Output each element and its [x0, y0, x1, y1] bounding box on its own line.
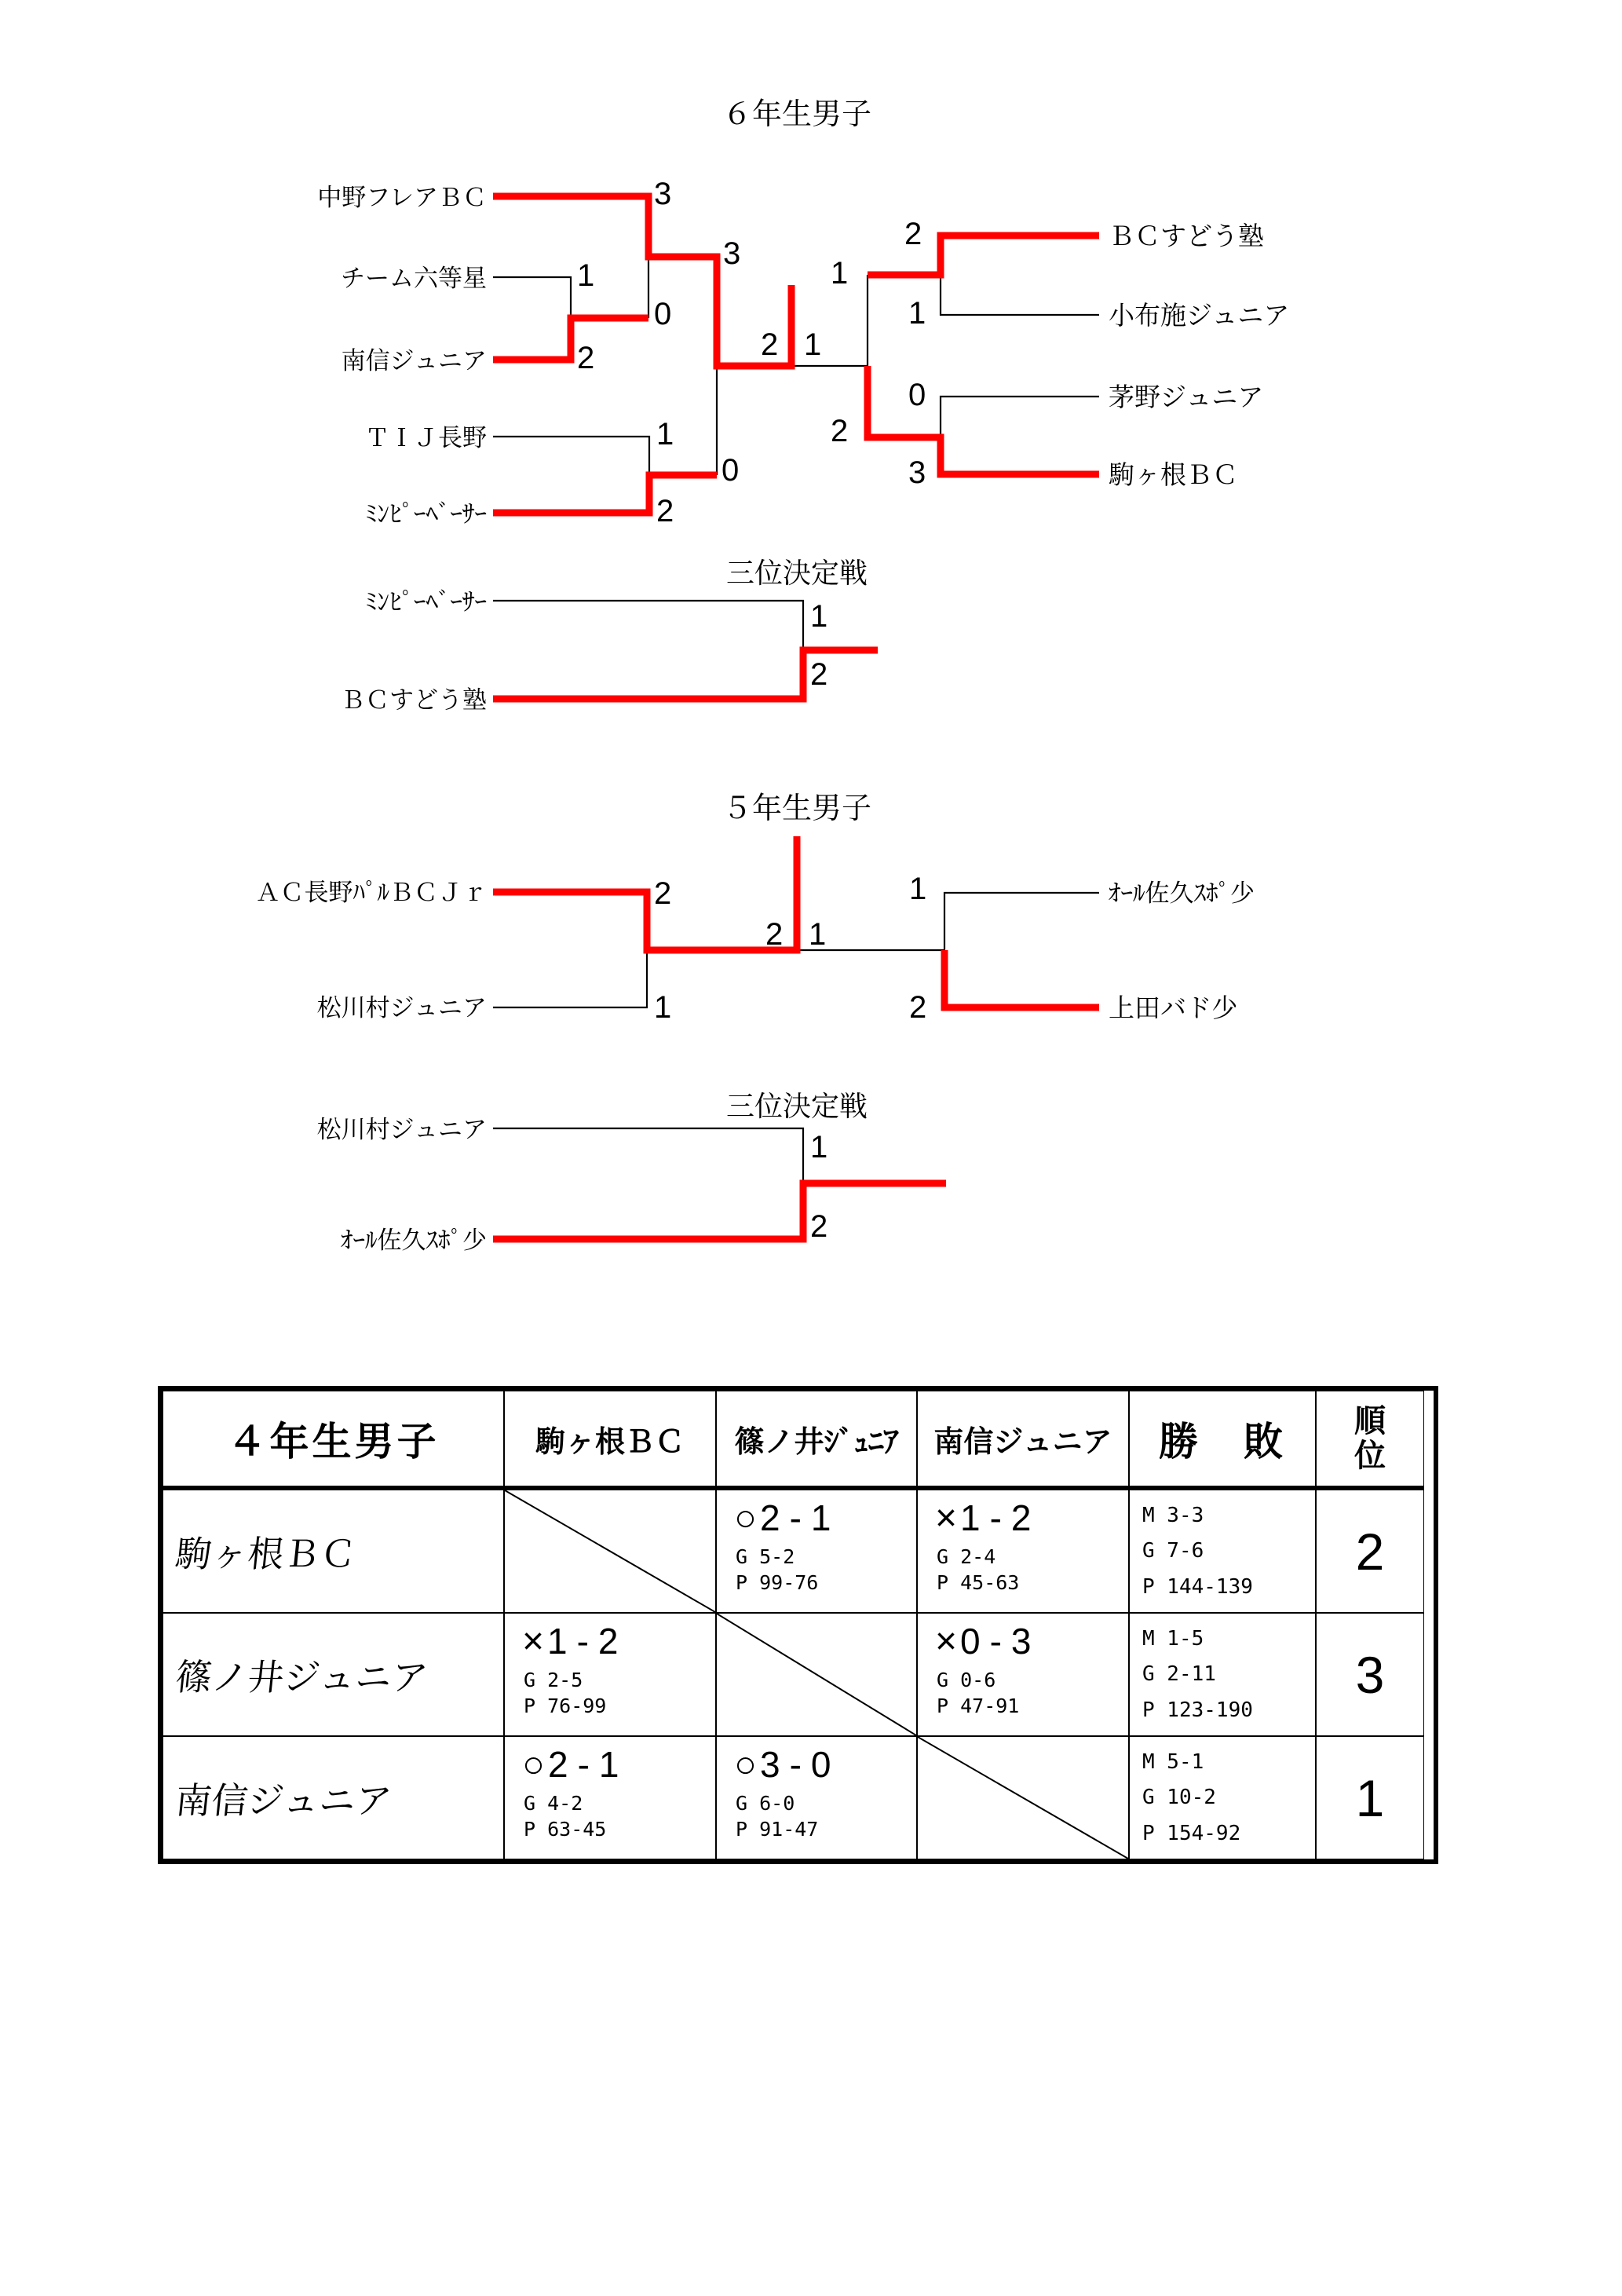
points-record: P 123-190: [1142, 1698, 1253, 1722]
games-line: G 0-6: [937, 1669, 996, 1691]
games-line: G 5-2: [736, 1545, 795, 1568]
score: 2: [656, 494, 674, 528]
team-team6tosei: チーム六等星: [341, 265, 487, 292]
team-all-saku-spo-sho: ｵｰﾙ佐久ｽﾎﾟ少: [1109, 879, 1255, 907]
team-bc-sudo-juku: ＢＣすどう塾: [341, 686, 487, 714]
rank-header-label: 順位: [1354, 1404, 1386, 1473]
b6-line-obuse: [941, 275, 1099, 315]
points-line: P 99-76: [736, 1571, 819, 1595]
match-score: 2-1: [548, 1744, 629, 1785]
match-score: 1-2: [547, 1621, 628, 1662]
bracket5-winner-lines: [493, 836, 1099, 1239]
bracket5-third-teams: [317, 1116, 487, 1254]
b6-line-chino: [941, 397, 1099, 437]
b6-red-komagane: [868, 366, 1099, 474]
score: 3: [723, 236, 741, 271]
points-line: P 45-63: [937, 1571, 1020, 1595]
self-cell-diagonal: [716, 1613, 917, 1736]
games-record: G 10-2: [1142, 1786, 1216, 1810]
matches-record: M 5-1: [1142, 1749, 1204, 1774]
score: 2: [904, 217, 922, 251]
games-line: G 6-0: [736, 1792, 795, 1815]
points-line: P 63-45: [524, 1818, 607, 1841]
points-line: P 91-47: [736, 1818, 819, 1841]
team-label: 南信ジュニア: [173, 1779, 394, 1821]
team-ueda-bad-sho: 上田バド少: [1109, 993, 1238, 1022]
col-header-shinonoi-junior: 篠ノ井ｼﾞｭﾆｱ: [716, 1391, 917, 1490]
match-komagane-vs-nanshin: [917, 1490, 1129, 1613]
b5-line-allsaku: [944, 893, 1099, 950]
col-header-win-loss: 勝 敗: [1129, 1391, 1316, 1490]
b5-red-ac-champion: [493, 836, 797, 950]
win-mark: ○: [734, 1497, 757, 1539]
row-team-komagane-bc: [163, 1490, 504, 1613]
rank-shinonoi: 3: [1316, 1613, 1424, 1736]
games-line: G 4-2: [524, 1792, 583, 1815]
score: 1: [809, 917, 827, 952]
score: 1: [810, 599, 828, 634]
bracket6-scores: [577, 177, 926, 528]
b6-red-nakano-champion: [493, 196, 791, 366]
match-score: 0-3: [960, 1621, 1041, 1662]
table-title: ４年生男子: [163, 1391, 504, 1490]
team-all-saku-spo-sho: ｵｰﾙ佐久ｽﾎﾟ少: [341, 1227, 487, 1254]
score: 3: [654, 177, 672, 211]
loss-mark: ×: [935, 1621, 958, 1662]
diagonal-line: [717, 1614, 916, 1735]
score: 2: [577, 341, 595, 375]
col-header-nanshin-junior: 南信ジュニア: [917, 1391, 1129, 1490]
games-record: G 2-11: [1142, 1662, 1216, 1687]
b6-line-third-minpy: [493, 601, 803, 650]
record-nanshin: [1129, 1736, 1316, 1859]
score: 2: [810, 657, 828, 692]
points-line: P 76-99: [524, 1695, 607, 1718]
match-score: 1-2: [960, 1497, 1041, 1538]
match-result: [734, 1497, 916, 1544]
team-label: 駒ヶ根ＢＣ: [173, 1533, 359, 1574]
score: 2: [761, 327, 779, 362]
loss-mark: ×: [935, 1497, 958, 1539]
bracket6-title: ６年生男子: [721, 98, 872, 131]
win-mark: ○: [522, 1744, 545, 1786]
b6-line-tij: [493, 437, 649, 475]
score: 1: [909, 872, 927, 906]
match-score: 3-0: [760, 1744, 841, 1785]
b6-red-nanshin: [493, 318, 648, 360]
diagonal-line: [918, 1737, 1128, 1859]
match-result: [522, 1620, 715, 1667]
team-tij-nagano: ＴＩＪ長野: [365, 424, 487, 452]
match-nanshin-vs-shinonoi: [716, 1736, 917, 1859]
team-komagane-bc: 駒ヶ根ＢＣ: [1109, 460, 1238, 489]
match-nanshin-vs-komagane: [504, 1736, 716, 1859]
games-record: G 7-6: [1142, 1539, 1204, 1563]
row-team-shinonoi-junior: [163, 1613, 504, 1736]
score: 2: [765, 917, 784, 952]
match-result: [734, 1743, 916, 1790]
col-header-komagane-bc: 駒ヶ根ＢＣ: [504, 1391, 716, 1490]
score: 1: [831, 256, 849, 291]
record-komagane: [1129, 1490, 1316, 1613]
match-shinonoi-vs-komagane: [504, 1613, 716, 1736]
loss-mark: ×: [522, 1621, 545, 1662]
team-chino-junior: 茅野ジュニア: [1109, 382, 1264, 411]
score: 2: [909, 990, 927, 1025]
score: 2: [810, 1209, 828, 1244]
rank-nanshin: 1: [1316, 1736, 1424, 1859]
team-minpy-bethur: ﾐﾝﾋﾟｰﾍﾞｰｻｰ: [365, 588, 487, 616]
b6-red-bcsudo: [868, 236, 1099, 275]
self-cell-diagonal: [917, 1736, 1129, 1859]
points-record: P 154-92: [1142, 1821, 1241, 1845]
bracket6-third-scores: [810, 599, 827, 692]
score: 0: [908, 378, 926, 412]
matches-record: M 3-3: [1142, 1503, 1204, 1527]
games-line: G 2-4: [937, 1545, 996, 1568]
team-matsukawamura-junior: 松川村ジュニア: [316, 994, 487, 1022]
b5-line-matsukawa: [493, 950, 647, 1007]
match-komagane-vs-shinonoi: [716, 1490, 917, 1613]
b6-line-team6: [493, 277, 571, 318]
match-score: 2-1: [760, 1497, 841, 1538]
win-mark: ○: [734, 1744, 757, 1786]
match-result: [522, 1743, 715, 1790]
bracket6-left-teams: [317, 184, 487, 528]
bracket6-third-teams: [341, 588, 487, 714]
record-shinonoi: [1129, 1613, 1316, 1736]
bracket5-title: ５年生男子: [721, 792, 872, 825]
points-record: P 144-139: [1142, 1574, 1253, 1599]
b5-line-third-matsukawa: [493, 1128, 803, 1183]
round-robin-table-4th-grade: [158, 1386, 1438, 1864]
row-team-nanshin-junior: [163, 1736, 504, 1859]
col-header-rank: [1316, 1391, 1424, 1490]
score: 1: [908, 296, 926, 331]
score: 1: [810, 1130, 828, 1164]
games-line: G 2-5: [524, 1669, 583, 1691]
team-minpy-bethur: ﾐﾝﾋﾟｰﾍﾞｰｻｰ: [365, 500, 487, 528]
team-nanshin-junior: 南信ジュニア: [341, 347, 487, 375]
match-shinonoi-vs-nanshin: [917, 1613, 1129, 1736]
points-line: P 47-91: [937, 1695, 1020, 1718]
bracket5-third-place-title: 三位決定戦: [725, 1090, 868, 1122]
score: 1: [577, 258, 595, 293]
match-result: [935, 1497, 1128, 1544]
matches-record: M 1-5: [1142, 1626, 1204, 1651]
bracket6-right-teams: [1108, 221, 1289, 489]
score: 1: [654, 990, 672, 1025]
score: 0: [721, 453, 740, 488]
score: 3: [908, 455, 926, 490]
team-bc-sudo-juku: ＢＣすどう塾: [1109, 221, 1264, 250]
team-obuse-junior: 小布施ジュニア: [1109, 301, 1290, 330]
team-nakano-flare-bc: 中野フレアＢＣ: [317, 184, 487, 211]
rank-komagane: 2: [1316, 1490, 1424, 1613]
score: 1: [656, 417, 674, 452]
b6-red-minpy: [493, 475, 717, 513]
score: 2: [654, 876, 672, 911]
diagonal-line: [505, 1490, 715, 1612]
team-label: 篠ノ井ジュニア: [173, 1656, 430, 1698]
bracket6-third-place-title: 三位決定戦: [725, 557, 868, 589]
team-matsukawamura-junior: 松川村ジュニア: [316, 1116, 487, 1143]
score: 0: [654, 297, 672, 331]
team-ac-nagano-pal-bcjr: ＡＣ長野ﾊﾟﾙＢＣＪｒ: [255, 879, 487, 906]
self-cell-diagonal: [504, 1490, 716, 1613]
b5-red-ueda: [944, 950, 1099, 1007]
b5-red-third-allsaku: [493, 1183, 946, 1239]
score: 1: [804, 327, 822, 362]
score: 2: [831, 414, 849, 448]
match-result: [935, 1620, 1128, 1667]
